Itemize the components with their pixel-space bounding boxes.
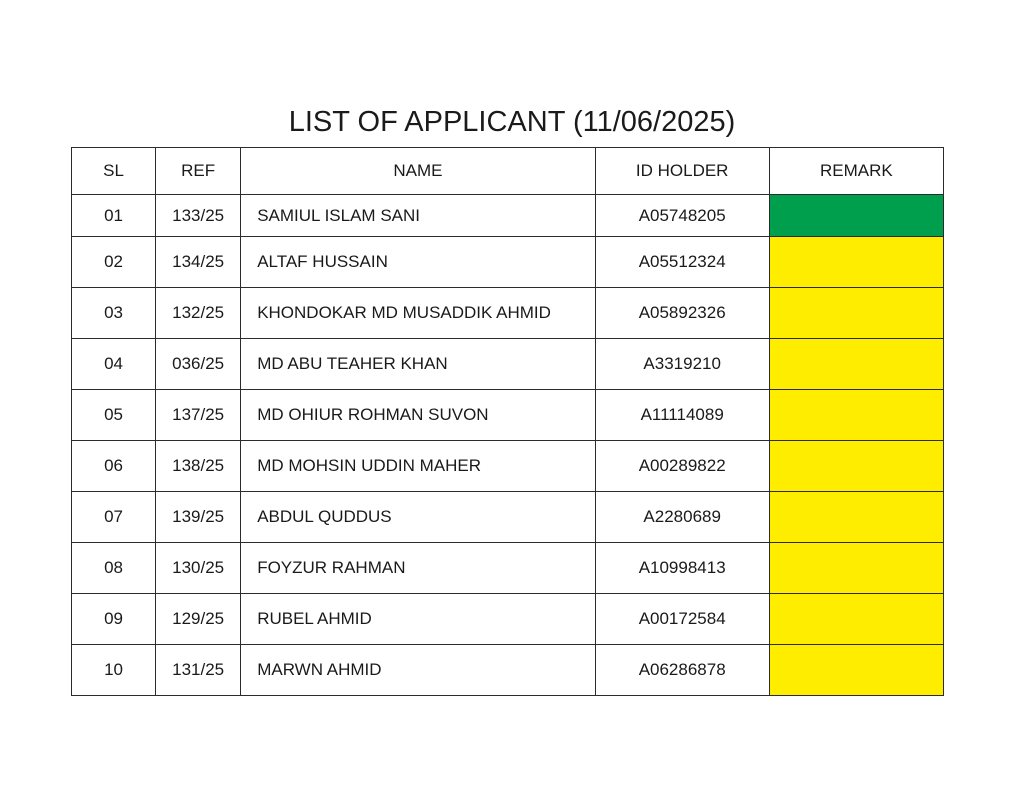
- table-row: [72, 195, 944, 237]
- table-row: [72, 390, 944, 441]
- cell-sl: 07: [72, 492, 156, 543]
- table-row: [72, 339, 944, 390]
- cell-id-holder: A11114089: [595, 390, 769, 441]
- page-title: LIST OF APPLICANT (11/06/2025): [288, 106, 736, 138]
- cell-id-holder: A2280689: [595, 492, 769, 543]
- header-sl: SL: [72, 148, 156, 195]
- cell-sl: 06: [72, 441, 156, 492]
- cell-ref: 131/25: [156, 645, 241, 696]
- applicants-table: [71, 147, 944, 696]
- cell-ref: 133/25: [156, 195, 241, 237]
- cell-name: MD ABU TEAHER KHAN: [241, 339, 595, 390]
- cell-name: SAMIUL ISLAM SANI: [241, 195, 595, 237]
- cell-name: ABDUL QUDDUS: [241, 492, 595, 543]
- cell-id-holder: A00172584: [595, 594, 769, 645]
- cell-name: MD MOHSIN UDDIN MAHER: [241, 441, 595, 492]
- cell-id-holder: A3319210: [595, 339, 769, 390]
- cell-ref: 132/25: [156, 288, 241, 339]
- cell-ref: 139/25: [156, 492, 241, 543]
- cell-name: MD OHIUR ROHMAN SUVON: [241, 390, 595, 441]
- table-row: [72, 441, 944, 492]
- cell-sl: 03: [72, 288, 156, 339]
- cell-id-holder: A05512324: [595, 237, 769, 288]
- cell-sl: 08: [72, 543, 156, 594]
- header-name: NAME: [241, 148, 595, 195]
- cell-remark-status: [769, 339, 943, 390]
- header-remark: REMARK: [769, 148, 943, 195]
- cell-sl: 02: [72, 237, 156, 288]
- cell-ref: 137/25: [156, 390, 241, 441]
- cell-remark-status: [769, 441, 943, 492]
- cell-name: FOYZUR RAHMAN: [241, 543, 595, 594]
- cell-name: RUBEL AHMID: [241, 594, 595, 645]
- table-row: [72, 288, 944, 339]
- cell-ref: 129/25: [156, 594, 241, 645]
- cell-ref: 138/25: [156, 441, 241, 492]
- table-header-row: [72, 148, 944, 195]
- cell-sl: 09: [72, 594, 156, 645]
- cell-ref: 036/25: [156, 339, 241, 390]
- cell-ref: 134/25: [156, 237, 241, 288]
- cell-remark-status: [769, 195, 943, 237]
- table-row: [72, 543, 944, 594]
- header-id-holder: ID HOLDER: [595, 148, 769, 195]
- table-row: [72, 237, 944, 288]
- cell-remark-status: [769, 390, 943, 441]
- cell-remark-status: [769, 594, 943, 645]
- cell-sl: 10: [72, 645, 156, 696]
- cell-remark-status: [769, 492, 943, 543]
- cell-id-holder: A06286878: [595, 645, 769, 696]
- cell-sl: 04: [72, 339, 156, 390]
- cell-id-holder: A00289822: [595, 441, 769, 492]
- cell-sl: 01: [72, 195, 156, 237]
- cell-name: ALTAF HUSSAIN: [241, 237, 595, 288]
- cell-remark-status: [769, 237, 943, 288]
- cell-id-holder: A10998413: [595, 543, 769, 594]
- cell-id-holder: A05892326: [595, 288, 769, 339]
- cell-remark-status: [769, 543, 943, 594]
- cell-sl: 05: [72, 390, 156, 441]
- cell-name: MARWN AHMID: [241, 645, 595, 696]
- cell-remark-status: [769, 645, 943, 696]
- cell-ref: 130/25: [156, 543, 241, 594]
- table-row: [72, 492, 944, 543]
- table-row: [72, 645, 944, 696]
- cell-name: KHONDOKAR MD MUSADDIK AHMID: [241, 288, 595, 339]
- cell-id-holder: A05748205: [595, 195, 769, 237]
- cell-remark-status: [769, 288, 943, 339]
- header-ref: REF: [156, 148, 241, 195]
- table-row: [72, 594, 944, 645]
